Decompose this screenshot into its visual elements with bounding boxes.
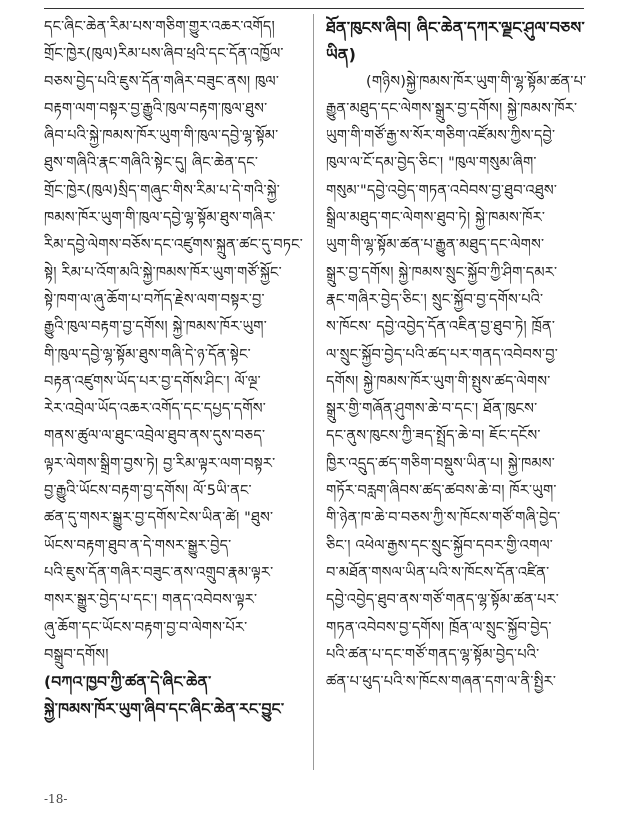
left-column-line: གསར་སྒྱུར་བྱེད་པ་དང་། གནད་འབེབས་ལྟར་ <box>44 592 258 609</box>
left-column-line: དང་ཞིང་ཆེན་རིམ་པས་གཅིག་གྱུར་འཆར་འགོད། <box>44 19 275 35</box>
right-column-line: དབྱེ་འབྱེད་ཐུབ་ནས་གཙོ་གནད་ལྷ་སྟོམ་ཚན་པར་ <box>326 592 560 609</box>
right-column-line: སྒྲུར་གྱི་གཞོན་ཤུགས་ཆེ་བ་དང་། ཐོན་ཁུངས་ <box>326 401 538 418</box>
left-column-line: ལྟར་ལེགས་སྒྲིག་བྱས་ཏེ། བྱ་རིམ་ལྟར་ལག་བསྟར་ <box>44 455 276 472</box>
left-column-line: སྟེ། རིམ་པ་འོག་མའི་སྐྱེ་ཁམས་ཁོར་ཡུག་གཙོ་སྐྱོང་ <box>44 264 282 281</box>
section-heading-line-1: ཐོན་ཁུངས་ཞིབ། ཞིང་ཆེན་དཀར་ལྗང་ཤུལ་བཅས་ <box>326 18 585 37</box>
left-column-line: བྱ་རྒྱུའི་ཡོངས་བརྟག་བྱ་དགོས། ལོ་5ཡི་ནང་ <box>44 483 252 500</box>
right-column-line: ཁུལ་ལ་ངོ་དམ་བྱེད་ཅིང་། "ཁུལ་གསུམ་ཞིག་ <box>326 155 537 172</box>
top-rule <box>44 8 584 9</box>
right-column-line: ས་ཁོངས་ དབྱེ་འབྱེད་དོན་འཇིན་བྱ་ཐུབ་ཏེ། ཁྲོན་ <box>326 319 556 336</box>
left-column <box>44 14 306 724</box>
right-column-line: རྣང་གཞིར་བྱེད་ཅིང་། སྲུང་སྐྱོབ་བྱ་དགོས་པའི་ <box>326 291 544 308</box>
left-column-line: གནས་ཚུལ་ལ་ཐུང་འབྲེལ་ཐུབ་ནས་དུས་བཅད་ <box>44 428 266 445</box>
right-column-line: ཁྱིར་འདྲུད་ཚད་གཅིག་བསྡུས་ཡིན་པ། སྐྱེ་ཁམས་ <box>326 455 556 472</box>
left-column-line: རིམ་དབྱེ་ལེགས་བཅོས་དང་འཛུགས་སྐྲུན་ཚང་དུ་བཏང་ <box>44 237 303 254</box>
right-column-line: གི་ཉེན་ཁ་ཆེ་བ་བཅས་ཀྱི་ས་ཁོངས་གཙོ་གཞི་བྱེད་ <box>326 510 561 527</box>
left-column-line: བཅས་བྱེད་པའི་ཇུས་དོན་གཞིར་བཟུང་ནས། ཁུལ་ <box>44 73 280 90</box>
right-column-line: གསུམ་"དབྱེ་འབྱེད་གཏན་འབེབས་བྱ་ཐུབ་འཐུས་ <box>326 182 558 199</box>
left-column-line: ཞིབ་པའི་སྐྱེ་ཁམས་ཁོར་ཡུག་གི་ཁུལ་དབྱེ་ལྷ་སྟོམ་ <box>44 128 279 145</box>
right-column-line: ཡུག་གི་ལྷ་སྟོམ་ཚན་པ་རྒྱུན་མཐུད་དང་ལེགས་ <box>326 237 545 254</box>
right-column-line: རྒྱུན་མཐུད་དང་ལེགས་སྒྲུར་བྱ་དགོས། སྐྱེ་ཁམས་ཁོར་ <box>326 100 578 117</box>
right-column-line: ཚན་པ་ཕུད་པའི་ས་ཁོངས་གཞན་དག་ལ་ནི་སྤྱིར་ <box>326 674 557 691</box>
left-column-bold-last: སྐྱེ་ཁམས་ཁོར་ཡུག་ཞིབ་དང་ཞིང་ཆེན་རང་བྱུང་ <box>44 700 285 719</box>
section-heading-line-2: ཡིན) <box>326 45 357 65</box>
left-column-line: བརྟག་ལག་བསྟར་བྱ་རྒྱུའི་ཁུལ་བརྟག་ཁུལ་ཐུས་ <box>44 100 268 117</box>
left-column-bold-tail: (བཀའ་ཁྱབ་ཀྱི་ཚན་དེ་ཞིང་ཆེན་ <box>44 673 212 692</box>
right-column-line: པའི་ཚན་པ་དང་གཙོ་གནད་ལྷ་སྟོམ་བྱེད་པའི་ <box>326 646 540 663</box>
left-column-line: རྒྱུའི་ཁུལ་བརྟག་བྱ་དགོས། སྐྱེ་ཁམས་ཁོར་ཡུག་ <box>44 319 267 336</box>
right-column-line: ཡུག་གི་གཙོ་རྒྱ་ས་སོར་གཅིག་འཛོམས་ཀྱིས་དབྱེ་ <box>326 128 556 145</box>
column-divider <box>313 14 314 770</box>
right-column-line: གཏོར་བརླག་ཞིབས་ཚད་ཚབས་ཆེ་བ། ཁོར་ཡུག་ <box>326 483 557 500</box>
left-column-line: ཞུ་ཆོག་དང་ཡོངས་བརྟག་བྱ་བ་ལེགས་པོར་ <box>44 619 248 636</box>
right-column-line: སྒྲུར་བྱ་དགོས། སྐྱེ་ཁམས་སྲུང་སྐྱོབ་ཀྱི་ཤིག་དམར་ <box>326 264 558 281</box>
left-column-line: རེར་འབྲེལ་ཡོད་འཆར་འགོད་དང་དཔྱད་དགོས་ <box>44 401 266 418</box>
left-column-line: ཁམས་ཁོར་ཡུག་གི་ཁུལ་དབྱེ་ལྷ་སྟོམ་ཐུས་གཞིར་ <box>44 210 276 227</box>
right-column-line: སྒྲིལ་མཐུད་གང་ལེགས་ཐུབ་ཏེ། སྐྱེ་ཁམས་ཁོར་ <box>326 210 546 227</box>
left-column-line: གི་ཁུལ་དབྱེ་ལྷ་སྟོམ་ཐུས་གཞི་དེ་ཉ་དོན་སྟེང་ <box>44 346 251 363</box>
right-column-line: བ་མཐོན་གསལ་ཡིན་པའི་ས་ཁོངས་དོན་འཛིན་ <box>326 564 550 581</box>
page-number: -18- <box>44 792 68 806</box>
left-column-line: ཚན་དུ་གསར་སྒྱུར་བྱ་དགོས་ངེས་ཡིན་ཚེ། "ཐུས་ <box>44 510 274 527</box>
right-column-line: དང་ནུས་ཁུངས་ཀྱི་ཟད་སྤྲོད་ཆེ་བ། ཇོང་དངོས་ <box>326 428 541 445</box>
right-column-line: དགོས། སྐྱེ་ཁམས་ཁོར་ཡུག་གི་སྤུས་ཚད་ལེགས་ <box>326 373 551 390</box>
left-column-line: གྲོང་ཁྱེར(ཁུལ)སྲིད་གཞུང་གིས་རིམ་པ་དེ་གའི་སྐྱེ་ <box>44 182 280 199</box>
right-column <box>326 14 588 696</box>
left-column-line: ཡོངས་བརྟག་ཐུབ་ན་དེ་གསར་སྒྱུར་བྱེད་ <box>44 537 232 554</box>
left-column-line: ཐུས་གཞིའི་རྣང་གཞིའི་སྟེང་དུ། ཞིང་ཆེན་དང་ <box>44 155 259 172</box>
left-column-line: གྲོང་ཁྱེར(ཁུལ)རིམ་པས་ཞིབ་ཕྲའི་དང་དོན་འཁྱོལ་ <box>44 46 284 63</box>
right-column-line: (གཉིས)སྐྱེ་ཁམས་ཁོར་ཡུག་གི་ལྷ་སྟོམ་ཚན་པ་ <box>366 73 587 90</box>
left-column-line: བསྒྲུབ་དགོས། <box>44 646 109 663</box>
right-column-line: གཏན་འབེབས་བྱ་དགོས། ཁྲོན་ལ་སྲུང་སྐྱོབ་བྱེད་ <box>326 619 552 636</box>
right-column-line: ཅིང་། འཕེལ་རྒྱས་དང་སྲུང་སྐྱོབ་དབར་གྱི་འགལ་ <box>326 537 554 554</box>
right-column-line: ལ་སྲུང་སྐྱོབ་བྱེད་པའི་ཚད་པར་གནད་འབེབས་བྱ་ <box>326 346 558 363</box>
left-column-line: སྟེ་ཁག་ལ་ཞུ་ཆོག་པ་བཀོད་རྗེས་ལག་བསྟར་བྱ་ <box>44 291 265 308</box>
left-column-line: བརྟན་འཛུགས་ཡོད་པར་བྱ་དགོས་ཤིང་། ལོ་ལྔ་ <box>44 373 261 390</box>
left-column-line: པའི་ཇུས་དོན་གཞིར་བཟུང་ནས་འགྲུབ་རྣམ་ལྟར་ <box>44 564 274 581</box>
